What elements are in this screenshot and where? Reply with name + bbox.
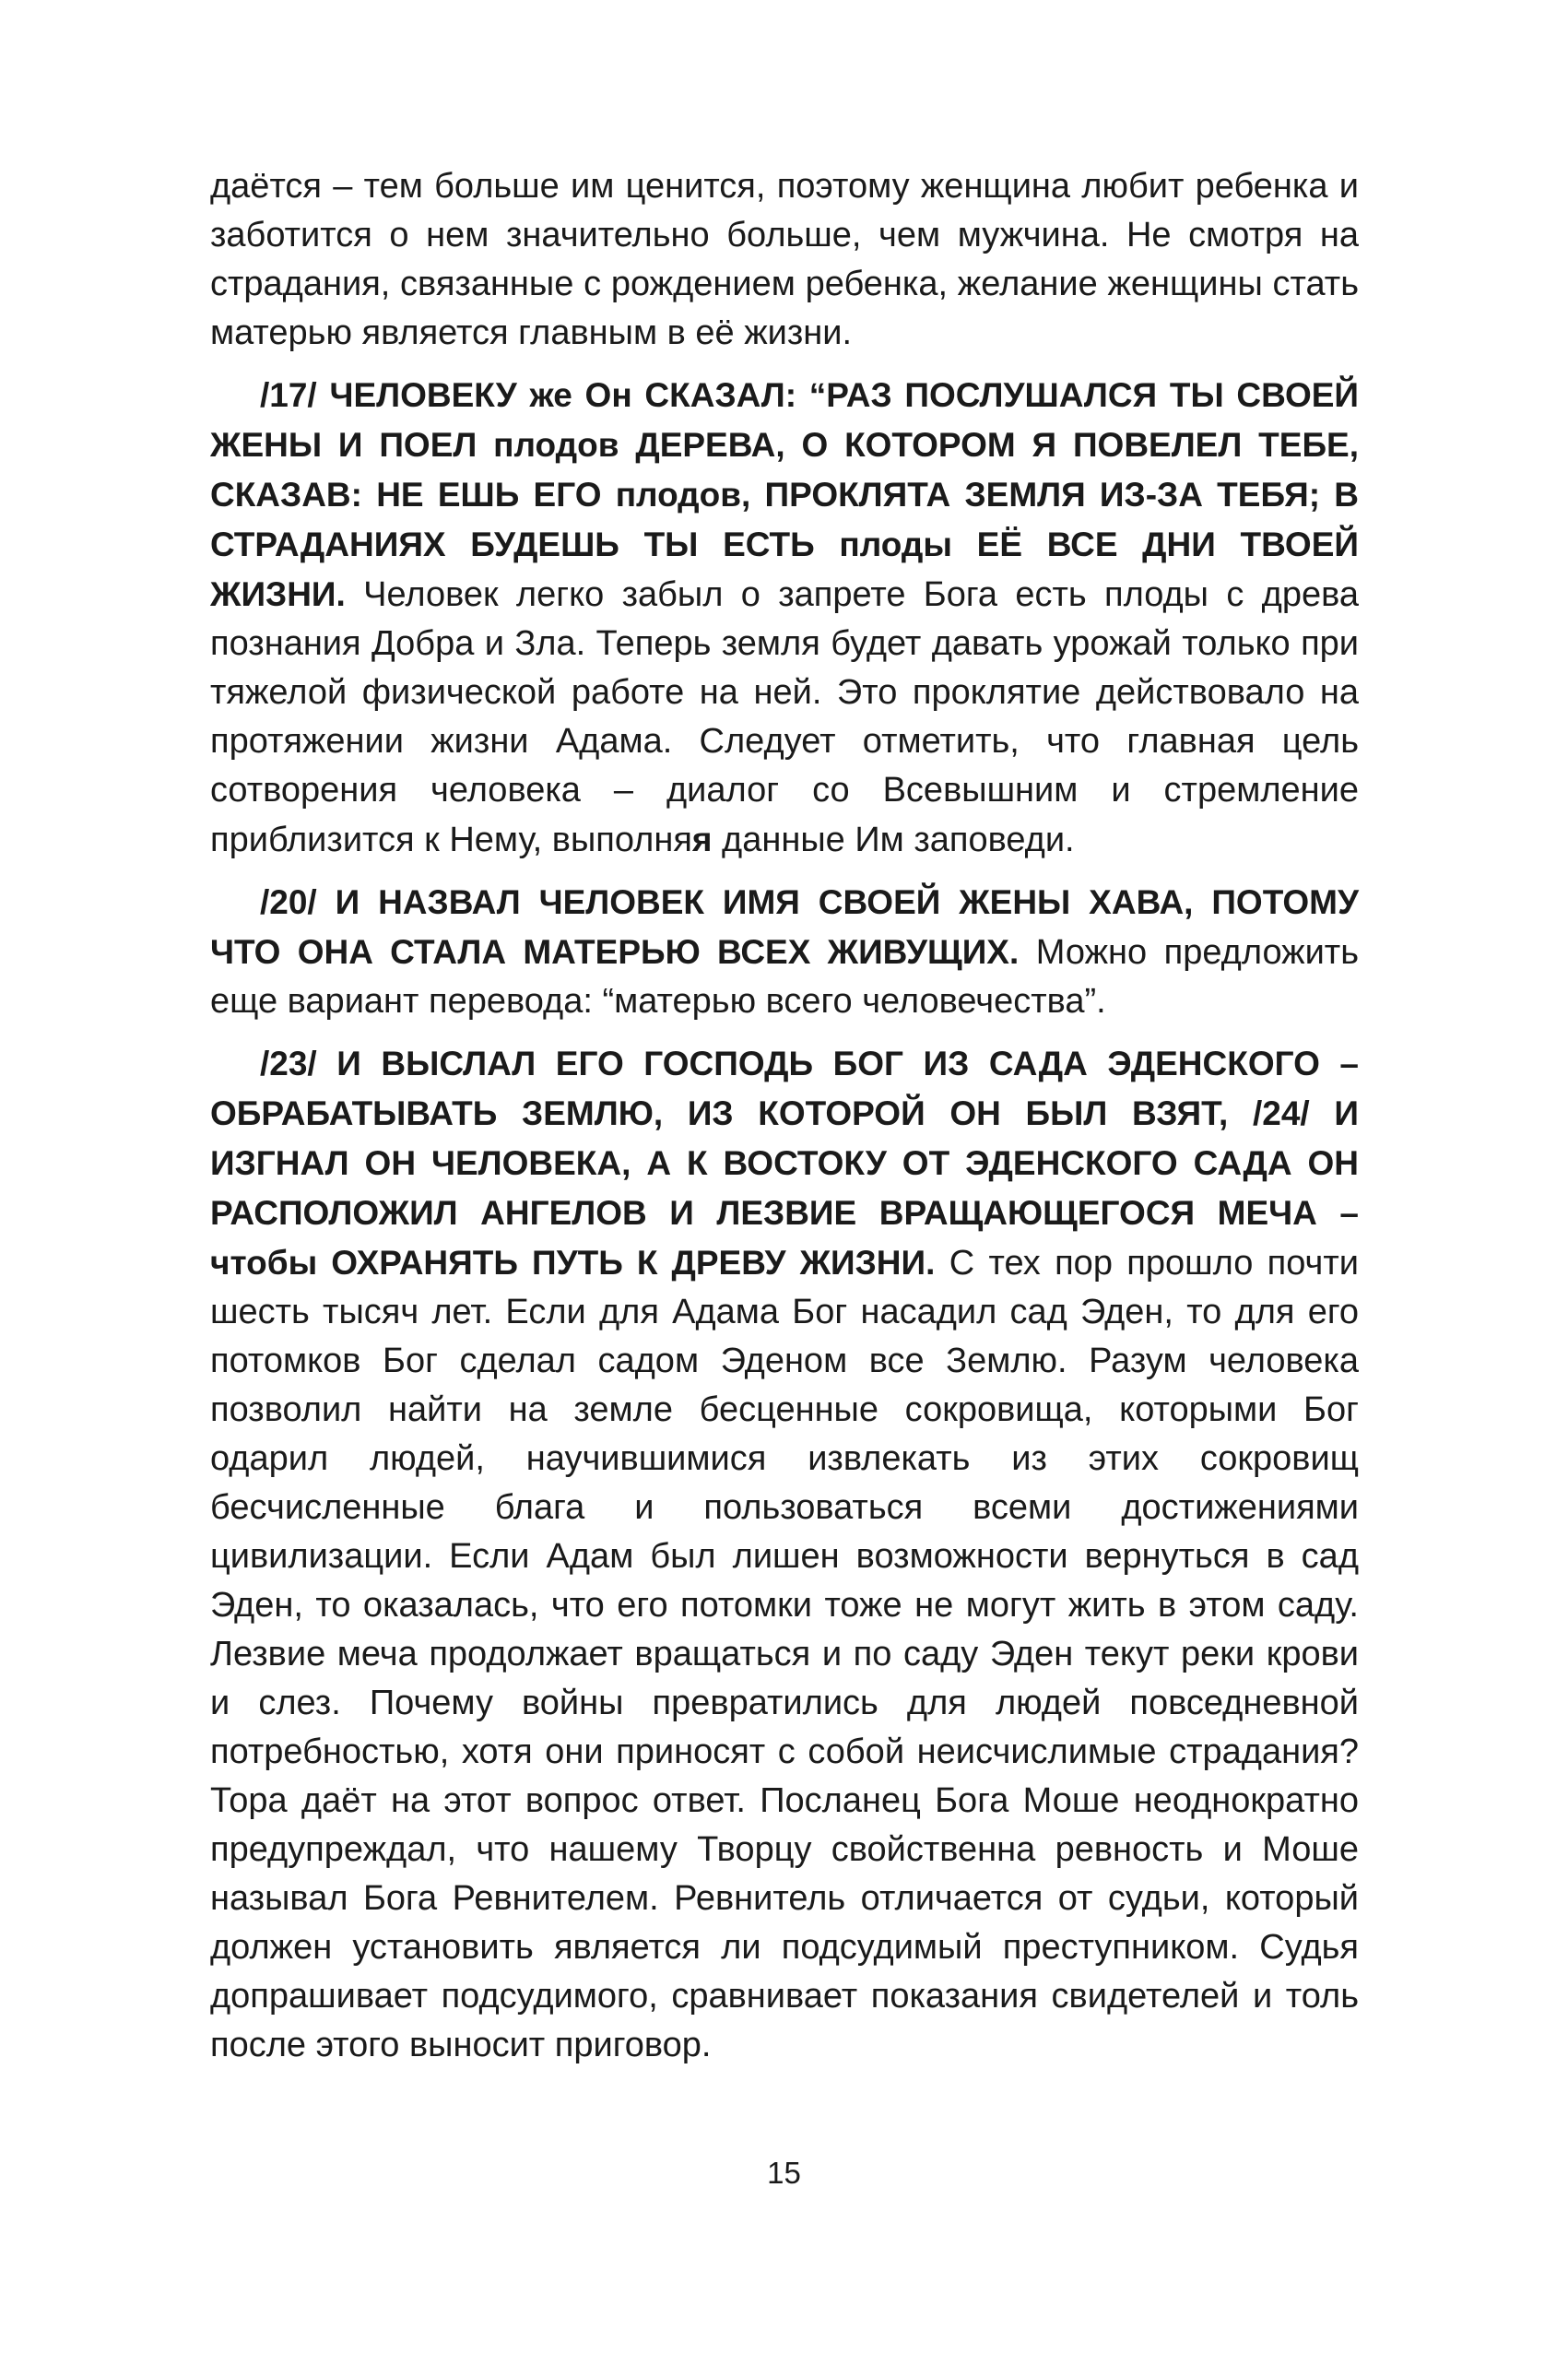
verse-20-commentary: Можно предложить еще вариант перевода: “матерью всего человечества”. <box>210 933 1360 1021</box>
page-number: 15 <box>767 2156 801 2190</box>
paragraph-1-text: даётся – тем больше им ценится, поэтому женщина любит ребенка и заботится о нем значительно больше, чем мужчина. Не смотря на страдания, связанные с рождением ребенка, желание женщины стать матерью является главным в её жизни. <box>210 167 1359 352</box>
verse-17-commentary-end: данные Им заповеди. <box>712 821 1075 859</box>
verse-17-bold-letter: я <box>691 821 713 858</box>
paragraph-verse-17 <box>210 371 1359 865</box>
page-body <box>210 162 1359 2083</box>
verse-23-24-quote: /23/ И ВЫСЛАЛ ЕГО ГОСПОДЬ БОГ ИЗ САДА ЭДЕНСКОГО – ОБРАБАТЫВАТЬ ЗЕМЛЮ, ИЗ КОТОРОЙ ОН БЫЛ ВЗЯТ, /24/ И ИЗГНАЛ ОН ЧЕЛОВЕКА, А К ВОСТОКУ ОТ ЭДЕНСКОГО САДА ОН РАСПОЛОЖИЛ АНГЕЛОВ И ЛЕЗВИЕ ВРАЩАЮЩЕГОСЯ МЕЧА – чтобы ОХРАНЯТЬ ПУТЬ К ДРЕВУ ЖИЗНИ. <box>210 1045 1359 1282</box>
verse-17-commentary: Человек легко забыл о запрете Бога есть плоды с древа познания Добра и Зла. Теперь земля будет давать урожай только при тяжелой физической работе на ней. Это проклятие действовало на протяжении жизни Адама. Следует отметить, что главная цель сотворения человека – диалог со Всевышним и стремление приблизится к Нему, выполня <box>210 575 1359 859</box>
verse-23-24-commentary: С тех пор прошло почти шесть тысяч лет. Если для Адама Бог насадил сад Эден, то для его потомков Бог сделал садом Эденом все Землю. Разум человека позволил найти на земле бесценные сокровища, которыми Бог одарил людей, научившимися извлекать из этих сокровищ бесчисленные блага и пользоваться всеми достижениями цивилизации. Если Адам был лишен возможности вернуться в сад Эден, то оказалась, что его потомки тоже не могут жить в этом саду. Лезвие меча продолжает вращаться и по саду Эден текут реки крови и слез. Почему войны превратились для людей повседневной потребностью, хотя они приносят с собой неисчислимые страдания? Тора даёт на этот вопрос ответ. Посланец Бога Моше неоднократно предупреждал, что нашему Творцу свойственна ревность и Моше называл Бога Ревнителем. Ревнитель отличается от судьи, который должен установить является ли подсудимый преступником. Судья допрашивает подсудимого, сравнивает показания свидетелей и толь после этого выносит приговор. <box>210 1244 1359 2064</box>
paragraph-verse-20 <box>210 878 1359 1026</box>
paragraph-1 <box>210 162 1359 358</box>
paragraph-verse-23-24 <box>210 1039 1359 2070</box>
verse-17-quote: /17/ ЧЕЛОВЕКУ же Он СКАЗАЛ: “РАЗ ПОСЛУШАЛСЯ ТЫ СВОЕЙ ЖЕНЫ И ПОЕЛ плодов ДЕРЕВА, О КОТОРОМ Я ПОВЕЛЕЛ ТЕБЕ, СКАЗАВ: НЕ ЕШЬ ЕГО плодов, ПРОКЛЯТА ЗЕМЛЯ ИЗ-ЗА ТЕБЯ; В СТРАДАНИЯХ БУДЕШЬ ТЫ ЕСТЬ плоды ЕЁ ВСЕ ДНИ ТВОЕЙ ЖИЗНИ. <box>210 376 1359 613</box>
verse-20-quote: /20/ И НАЗВАЛ ЧЕЛОВЕК ИМЯ СВОЕЙ ЖЕНЫ ХАВА, ПОТОМУ ЧТО ОНА СТАЛА МАТЕРЬЮ ВСЕХ ЖИВУЩИХ. <box>210 883 1359 971</box>
